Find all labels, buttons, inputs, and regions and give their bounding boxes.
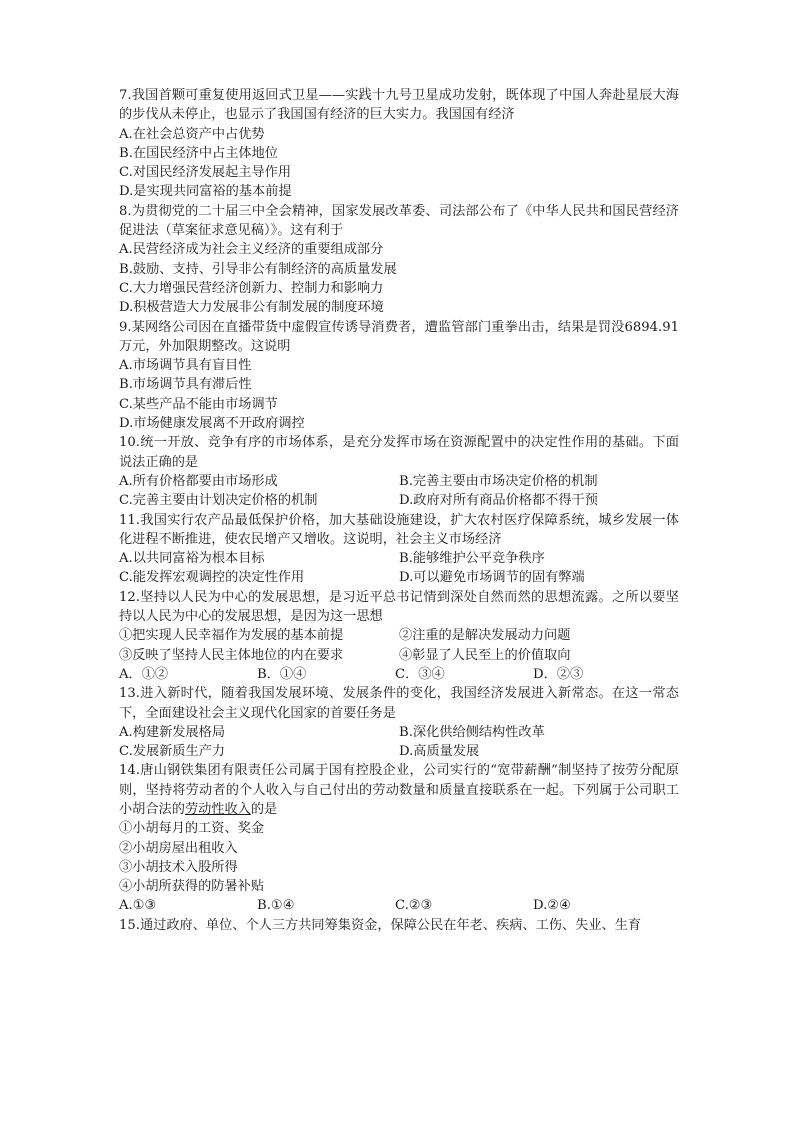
statement-1: ①小胡每月的工资、奖金 <box>119 821 265 837</box>
option-a: A.构建新发展格局 <box>119 724 226 740</box>
option-c: C.完善主要由计划决定价格的机制 <box>119 493 318 509</box>
statement-4: ④小胡所获得的防暑补贴 <box>119 879 265 895</box>
question-stem: 12.坚持以人民为中心的发展思想，是习近平总书记情到深处自然而然的思想流露。之所以要坚持以人民为中心的发展思想，是因为这一思想 <box>119 589 679 625</box>
option-d: D.市场健康发展离不开政府调控 <box>119 416 305 432</box>
option-c: C.大力增强民营经济创新力、控制力和影响力 <box>119 280 384 296</box>
option-a: A．①② <box>119 666 169 682</box>
statement-3: ③反映了坚持人民主体地位的内在要求 <box>119 647 344 663</box>
question-stem: 10.统一开放、竞争有序的市场体系，是充分发挥市场在资源配置中的决定性作用的基础。下面说法正确的是 <box>119 435 679 470</box>
option-row <box>119 896 679 915</box>
question-14 <box>119 761 679 915</box>
option-d: D.政府对所有商品价格都不得干预 <box>399 493 598 509</box>
question-stem: 13.进入新时代，随着我国发展环境、发展条件的变化，我国经济发展进入新常态。在这一常态下，全面建设社会主义现代化国家的首要任务是 <box>119 686 679 721</box>
option-d: D.积极营造大力发展非公有制发展的制度环境 <box>119 300 384 316</box>
option-b: B.市场调节具有滞后性 <box>119 377 252 393</box>
option-c: C．③④ <box>395 666 445 682</box>
option-row <box>119 549 679 568</box>
question-stem: 8.为贯彻党的二十届三中全会精神，国家发展改革委、司法部公布了《中华人民共和国民营经济促进法（草案征求意见稿）》。这有利于 <box>119 203 679 239</box>
option-row <box>119 491 679 510</box>
option-b: B.①④ <box>257 898 295 914</box>
statement-row <box>119 626 679 645</box>
option-d: D．②③ <box>533 666 584 682</box>
option-d: D.可以避免市场调节的固有弊端 <box>399 570 585 586</box>
question-stem: 9.某网络公司因在直播带货中虚假宣传诱导消费者，遭监管部门重拳出击，结果是罚没6894.91万元，外加限期整改。这说明 <box>119 319 679 354</box>
option-a: A.所有价格都要由市场形成 <box>119 473 278 489</box>
question-10 <box>119 433 679 510</box>
option-a: A.市场调节具有盲目性 <box>119 358 252 374</box>
option-row <box>119 472 679 491</box>
option-row <box>119 665 679 684</box>
option-b: B．①④ <box>257 666 307 682</box>
option-b: B.完善主要由市场决定价格的机制 <box>399 473 598 489</box>
option-b: B.在国民经济中占主体地位 <box>119 145 278 161</box>
question-7 <box>119 86 679 202</box>
question-8 <box>119 202 679 318</box>
exam-page <box>119 86 679 935</box>
option-d: D.是实现共同富裕的基本前提 <box>119 184 292 200</box>
option-c: C.发展新质生产力 <box>119 744 226 760</box>
question-9 <box>119 318 679 434</box>
option-a: A.在社会总资产中占优势 <box>119 126 265 142</box>
option-d: D.②④ <box>533 898 571 914</box>
option-d: D.高质量发展 <box>399 744 480 760</box>
option-a: A.民营经济成为社会主义经济的重要组成部分 <box>119 242 384 258</box>
statement-1: ①把实现人民幸福作为发展的基本前提 <box>119 628 344 644</box>
question-13 <box>119 684 679 761</box>
option-row <box>119 742 679 761</box>
statement-4: ④彰显了人民至上的价值取向 <box>399 647 571 663</box>
option-row <box>119 723 679 742</box>
statement-2: ②小胡房屋出租收入 <box>119 840 238 856</box>
question-stem: 7.我国首颗可重复使用返回式卫星——实践十九号卫星成功发射，既体现了中国人奔赴星辰大海的步伐从未停止，也显示了我国国有经济的巨大实力。我国国有经济 <box>119 88 679 123</box>
stem-text: 14.唐山钢铁集团有限责任公司属于国有控股企业，公司实行的“宽带薪酬”制坚持了按劳分配原则，坚持将劳动者的个人收入与自己付出的劳动数量和质量直接联系在一起。下列属于公司职工小胡合法的 <box>119 763 679 817</box>
option-c: C.能发挥宏观调控的决定性作用 <box>119 570 305 586</box>
option-c: C.对国民经济发展起主导作用 <box>119 165 292 181</box>
question-stem <box>119 761 679 819</box>
question-stem: 15.通过政府、单位、个人三方共同筹集资金，保障公民在年老、疾病、工伤、失业、生育 <box>119 917 642 933</box>
question-11 <box>119 511 679 588</box>
statement-2: ②注重的是解决发展动力问题 <box>399 628 571 644</box>
stem-underlined-text: 劳动性收入 <box>184 801 251 817</box>
option-b: B.鼓励、支持、引导非公有制经济的高质量发展 <box>119 261 397 277</box>
statement-row <box>119 646 679 665</box>
stem-text-end: 的是 <box>250 801 278 817</box>
question-12 <box>119 588 679 684</box>
option-a: A.①③ <box>119 898 157 914</box>
option-b: B.深化供给侧结构性改革 <box>399 724 545 740</box>
option-c: C.②③ <box>395 898 433 914</box>
question-stem: 11.我国实行农产品最低保护价格，加大基础设施建设，扩大农村医疗保障系统，城乡发展一体化进程不断推进，使农民增产又增收。这说明，社会主义市场经济 <box>119 512 679 547</box>
statement-3: ③小胡技术入股所得 <box>119 859 238 875</box>
option-row <box>119 568 679 587</box>
question-15 <box>119 916 679 935</box>
option-a: A.以共同富裕为根本目标 <box>119 551 265 567</box>
option-b: B.能够维护公平竞争秩序 <box>399 551 545 567</box>
option-c: C.某些产品不能由市场调节 <box>119 396 278 412</box>
